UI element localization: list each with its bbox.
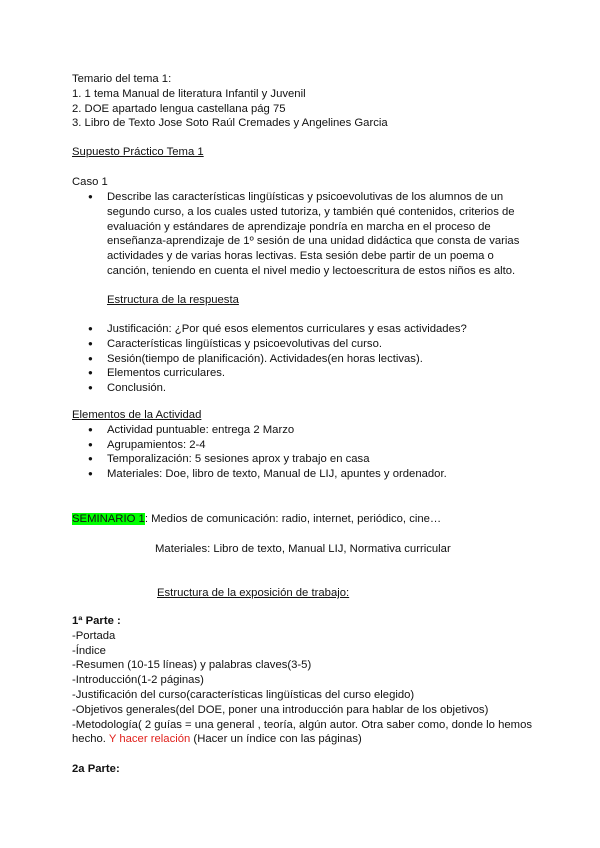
seminario-label: SEMINARIO 1 <box>72 513 145 525</box>
estructura-respuesta-list <box>72 322 542 396</box>
parte1-item: -Introducción(1-2 páginas) <box>72 674 204 687</box>
list-item: ● Justificación: ¿Por qué esos elementos curriculares y esas actividades? <box>72 322 542 337</box>
list-item: ● Características lingüísticas y psicoevolutivas del curso. <box>72 337 542 352</box>
temario-item: 2. DOE apartado lengua castellana pág 75 <box>72 102 286 115</box>
exposicion-title: Estructura de la exposición de trabajo: <box>157 587 350 599</box>
list-item: ● Elementos curriculares. <box>72 366 542 381</box>
seminario-materiales <box>155 542 600 557</box>
elementos-section <box>72 408 542 482</box>
parte1-title: 1ª Parte : <box>72 615 121 627</box>
list-item: ● Agrupamientos: 2-4 <box>72 438 542 453</box>
seminario-materiales-text: Materiales: Libro de texto, Manual LIJ, Normativa curricular <box>155 543 451 555</box>
parte2-section <box>72 762 542 777</box>
seminario-heading <box>72 512 572 527</box>
caso-section <box>72 175 542 190</box>
parte1-item: -Resumen (10-15 líneas) y palabras claves(3-5) <box>72 659 312 672</box>
parte1-item: -Portada <box>72 629 116 642</box>
parte2-title: 2a Parte: <box>72 763 120 775</box>
temario-item: 1. 1 tema Manual de literatura Infantil y Juvenil <box>72 87 306 100</box>
estructura-respuesta-heading <box>107 293 577 308</box>
caso-description-item: ● Describe las características lingüísticas y psicoevolutivas de los alumnos de un segundo curso, a los cuales usted tutoriza, y también qué contenidos, criterios de evaluación y estándares de aprendizaje pondría en marcha en el proceso de enseñanza-aprendizaje de 1º sesión de una unidad didáctica que consta de varias actividades y de varias horas lectivas. Esta sesión debe partir de un poema o canción, teniendo en cuenta el nivel medio y lectoescritura de estos niños es alto. <box>72 190 542 279</box>
parte1-item: -Objetivos generales(del DOE, poner una introducción para hablar de los objetivos) <box>72 703 489 716</box>
temario-item: 3. Libro de Texto Jose Soto Raúl Cremades y Angelines Garcia <box>72 117 388 130</box>
caso-title: Caso 1 <box>72 176 108 188</box>
list-item: ● Temporalización: 5 sesiones aprox y trabajo en casa <box>72 452 542 467</box>
parte1-item: -Metodología( 2 guías = una general , teoría, algún autor. Otra saber como, donde lo hemos <box>72 718 533 731</box>
list-item: ● Conclusión. <box>72 381 542 396</box>
seminario-topic: : Medios de comunicación: radio, internet, periódico, cine… <box>144 513 442 525</box>
elementos-title: Elementos de la Actividad <box>72 409 202 421</box>
list-item: ● Materiales: Doe, libro de texto, Manual de LIJ, apuntes y ordenador. <box>72 467 542 482</box>
parte1-item: -Índice <box>72 644 106 657</box>
temario-title: Temario del tema 1: <box>72 73 172 85</box>
caso-description <box>72 190 542 279</box>
temario-section <box>72 72 542 131</box>
parte1-item: -Justificación del curso(características lingüísticas del curso elegido) <box>72 688 415 701</box>
hacer-relacion-highlight: Y hacer relación <box>108 733 191 746</box>
supuesto-title: Supuesto Práctico Tema 1 <box>72 146 204 158</box>
parte1-section <box>72 614 572 747</box>
estructura-respuesta-title: Estructura de la respuesta <box>107 294 239 306</box>
supuesto-section <box>72 145 542 160</box>
exposicion-heading <box>157 586 600 601</box>
list-item: ● Sesión(tiempo de planificación). Actividades(en horas lectivas). <box>72 352 542 367</box>
parte1-last-line: hecho. Y hacer relación (Hacer un índice con las páginas) <box>72 733 362 746</box>
list-item: ● Actividad puntuable: entrega 2 Marzo <box>72 423 542 438</box>
